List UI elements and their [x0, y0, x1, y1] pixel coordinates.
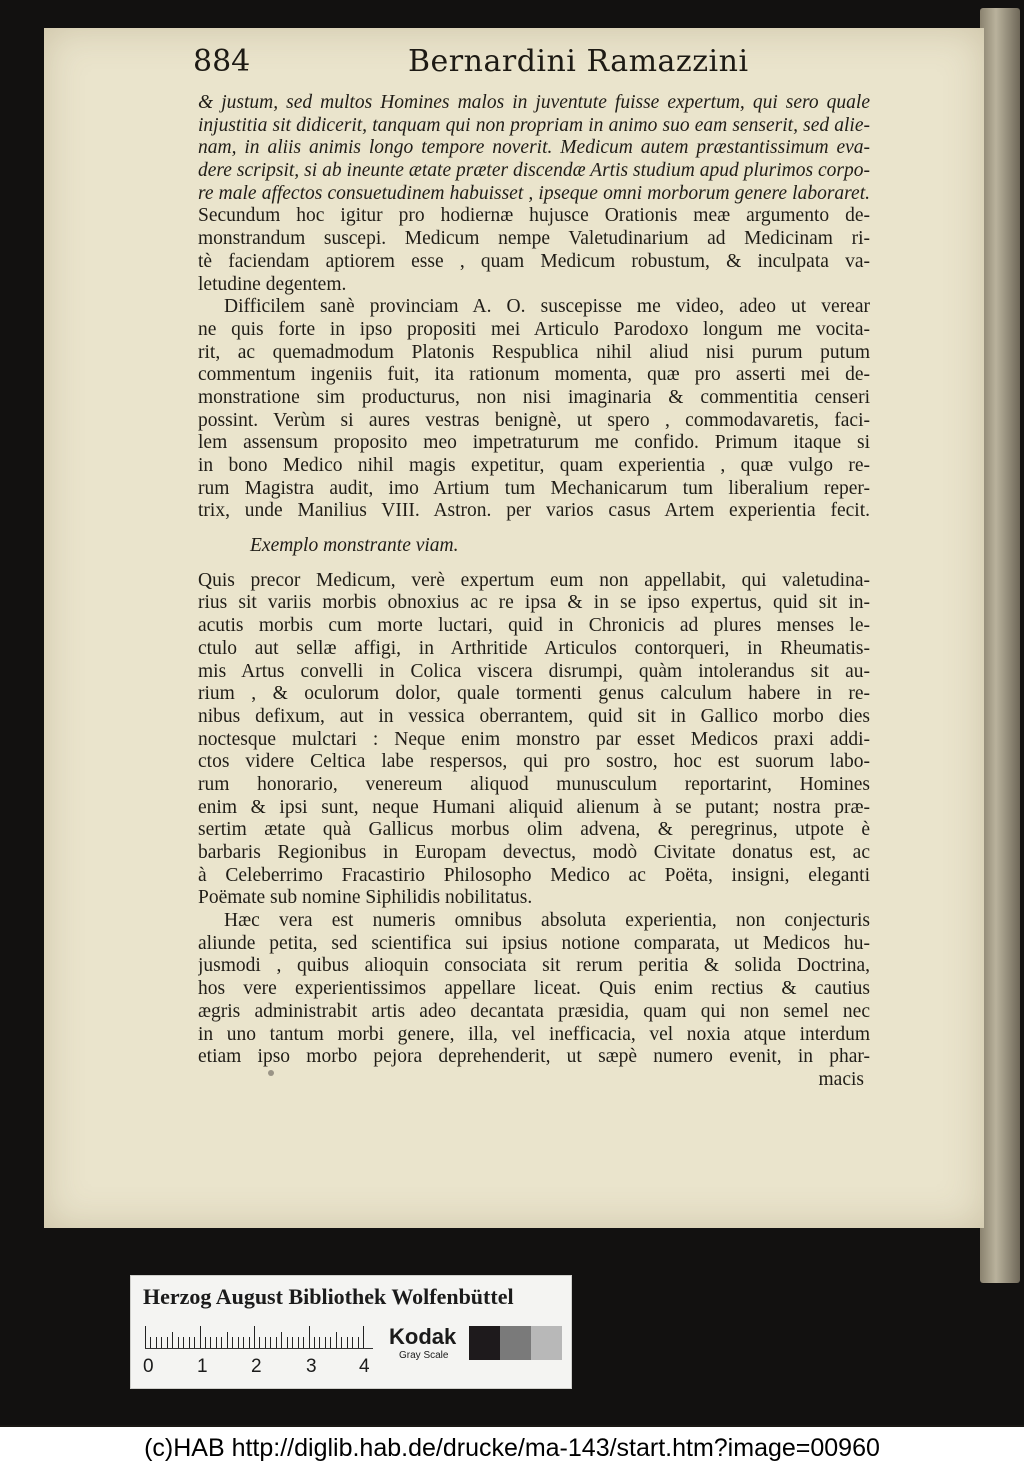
ruler-tick	[298, 1337, 299, 1348]
kodak-logo: Kodak	[389, 1324, 457, 1349]
text-line: nam, in aliis animis longo tempore noverit. Medicum autem præstantissimum eva-	[198, 137, 870, 159]
verse-quote: Exemplo monstrante viam.	[250, 535, 459, 557]
text-line: & justum, sed multos Homines malos in juventute fuisse expertum, qui sero quale	[198, 92, 870, 113]
text-line: re male affectos consuetudinem habuisset , ipseque omni morborum genere laboraret.	[198, 182, 870, 204]
text-line: ctulo aut sellæ affigi, in Arthritide Articulos contorqueri, in Rheumatis-	[198, 637, 870, 659]
text-line: noctesque mulctari : Neque enim monstro par esset Medicos praxi addi-	[198, 728, 870, 750]
ruler-tick	[281, 1332, 282, 1348]
text-line: monstrandum suscepi. Medicum nempe Valetudinarium ad Medicinam ri-	[198, 228, 870, 250]
ruler-tick	[254, 1326, 255, 1348]
ruler-tick	[259, 1337, 260, 1348]
ruler-tick	[172, 1332, 173, 1348]
text-line: à Celeberrimo Fracastirio Philosopho Medico ac Poëta, insigni, eleganti	[198, 864, 870, 886]
footer-bar	[0, 1427, 1024, 1470]
text-line: mis Artus convelli in Colica viscera disrumpi, quàm intolerandus sit au-	[198, 660, 870, 682]
text-line: trix, unde Manilius VIII. Astron. per varios casus Artem experientia fecit.	[198, 500, 870, 522]
text-line: rum honorario, venereum aliquod munusculum reportarint, Homines	[198, 773, 870, 795]
ruler-tick	[232, 1337, 233, 1348]
gray-patch	[531, 1326, 562, 1360]
ruler-tick	[189, 1337, 190, 1348]
ruler-tick	[330, 1337, 331, 1348]
ruler-tick	[167, 1337, 168, 1348]
text-line: possint. Verùm si aures vestras benignè, ut spero , commodavaretis, faci-	[198, 409, 870, 431]
scale-number: 2	[251, 1356, 262, 1377]
text-line: monstratione sim producturus, non nisi imaginaria & commentitia censeri	[198, 386, 870, 408]
scale-number: 1	[197, 1356, 208, 1377]
text-line: commentum ingeniis fuit, ita rationum momenta, quæ pro asserti mei de-	[198, 364, 870, 386]
text-line: nibus defixum, aut in vessica oberrantem, quid sit in Gallico morbo dies	[198, 705, 870, 727]
page-edge	[980, 8, 1020, 1283]
text-line: letudine degentem.	[198, 273, 347, 295]
ruler-tick	[276, 1337, 277, 1348]
ruler-tick	[200, 1326, 201, 1348]
ruler-tick	[314, 1337, 315, 1348]
text-line: aliunde petita, sed scientifica sui ipsius notione comparata, ut Medicos hu-	[198, 932, 870, 954]
text-line: tè faciendam aptiorem esse , quam Medicum robustum, & inculpata va-	[198, 250, 870, 272]
library-name: Herzog August Bibliothek Wolfenbüttel	[143, 1284, 514, 1309]
text-line: sertim ætate quà Gallicus morbus olim advena, & peregrinus, utpote è	[198, 819, 870, 841]
ruler-tick	[303, 1337, 304, 1348]
text-line: dere scripsit, si ab ineunte ætate præter discendæ Artis studium apud plurimos corpo-	[198, 160, 870, 182]
ruler-tick	[156, 1337, 157, 1348]
ruler-tick	[238, 1337, 239, 1348]
ruler-tick	[287, 1337, 288, 1348]
text-line: ne quis forte in ipso propositi mei Articulo Parodoxo longum me vocita-	[198, 318, 870, 340]
ruler-tick	[336, 1332, 337, 1348]
ruler-tick	[309, 1326, 310, 1348]
text-line: Poëmate sub nomine Siphilidis nobilitatus.	[198, 887, 533, 909]
ruler-tick	[178, 1337, 179, 1348]
footer-credit: (c)HAB http://diglib.hab.de/drucke/ma-143/start.htm?image=00960	[144, 1434, 880, 1462]
ruler-tick	[319, 1337, 320, 1348]
text-line: injustitia sit didicerit, tanquam qui non propriam in animo suo eam senserit, sed alie-	[198, 114, 870, 136]
running-head: Bernardini Ramazzini	[408, 44, 749, 79]
text-line: Secundum hoc igitur pro hodiernæ hujusce Orationis meæ argumento de-	[198, 205, 870, 227]
text-line: etiam ipso morbo pejora deprehenderit, ut sæpè numero evenit, in phar-	[198, 1046, 870, 1068]
catchword: macis	[818, 1068, 864, 1090]
ruler-tick	[292, 1337, 293, 1348]
scale-number: 3	[306, 1356, 317, 1377]
ruler-tick	[145, 1326, 146, 1348]
ruler-tick	[325, 1337, 326, 1348]
ruler-tick	[221, 1337, 222, 1348]
ruler-tick	[161, 1337, 162, 1348]
gray-patch	[469, 1326, 500, 1360]
text-line: in bono Medico nihil magis expetitur, quam experientia , quæ vulgo re-	[198, 455, 870, 476]
paragraph-start: Quis precor Medicum, verè expertum eum non appellabit, qui valetudina-	[198, 569, 870, 591]
text-line: hos vere experientissimos appellare liceat. Quis enim rectius & cautius	[198, 978, 870, 1000]
ruler-tick	[249, 1337, 250, 1348]
text-line: ctos videre Celtica labe respersos, qui pro sostro, hoc est suorum labo-	[198, 751, 870, 773]
ruler-tick	[243, 1337, 244, 1348]
body-text	[198, 92, 870, 1092]
ruler-tick	[270, 1337, 271, 1348]
text-line: in uno tantum morbi genere, illa, vel inefficacia, vel noxia atque interdum	[198, 1023, 870, 1045]
ruler-tick	[358, 1337, 359, 1348]
ruler-tick	[183, 1337, 184, 1348]
ruler-tick	[194, 1337, 195, 1348]
ruler-tick	[205, 1337, 206, 1348]
ruler-tick	[347, 1337, 348, 1348]
text-line: jusmodi , quibus alioquin consociata sit rerum peritia & solida Doctrina,	[198, 955, 870, 977]
ruler-tick	[265, 1337, 266, 1348]
text-line: rum Magistra audit, imo Artium tum Mechanicarum tum liberalium reper-	[198, 477, 870, 499]
ruler-tick	[363, 1326, 364, 1348]
paragraph-start: Hæc vera est numeris omnibus absoluta experientia, non conjecturis	[224, 910, 870, 932]
scale-number: 0	[143, 1356, 154, 1377]
scale-number: 4	[359, 1356, 370, 1377]
page-number: 884	[193, 44, 251, 79]
scale-ruler	[145, 1326, 373, 1349]
text-line: enim & ipsi sunt, neque Humani aliquid alienum à se putant; nostra præ-	[198, 796, 870, 818]
text-line: rium , & oculorum dolor, quale tormenti genus calculum habere in re-	[198, 683, 870, 705]
color-target-card	[130, 1275, 572, 1389]
ruler-tick	[150, 1337, 151, 1348]
text-line: rius sit variis morbis obnoxius ac re ipsa & in se ipso expertus, quid sit in-	[198, 592, 870, 614]
ruler-tick	[227, 1332, 228, 1348]
ruler-tick	[352, 1337, 353, 1348]
text-line: lem assensum proposito meo impetraturum me confido. Primum itaque si	[198, 432, 870, 454]
ruler-tick	[341, 1337, 342, 1348]
gray-patch	[500, 1326, 531, 1360]
text-line: barbaris Regionibus in Europam devectus, modò Civitate donatus est, ac	[198, 842, 870, 863]
kodak-subtitle: Gray Scale	[399, 1350, 449, 1361]
text-line: ægris administrabit artis adeo decantata præsidia, quam qui non semel nec	[198, 1000, 870, 1022]
ruler-tick	[210, 1337, 211, 1348]
ink-spot	[268, 1070, 274, 1076]
ruler-tick	[216, 1337, 217, 1348]
paragraph-start: Difficilem sanè provinciam A. O. suscepisse me video, adeo ut verear	[224, 296, 870, 318]
text-line: rit, ac quemadmodum Platonis Respublica nihil aliud nisi purum putum	[198, 341, 870, 363]
text-line: acutis morbis cum morte luctari, quid in Chronicis ad plures menses le-	[198, 615, 870, 637]
